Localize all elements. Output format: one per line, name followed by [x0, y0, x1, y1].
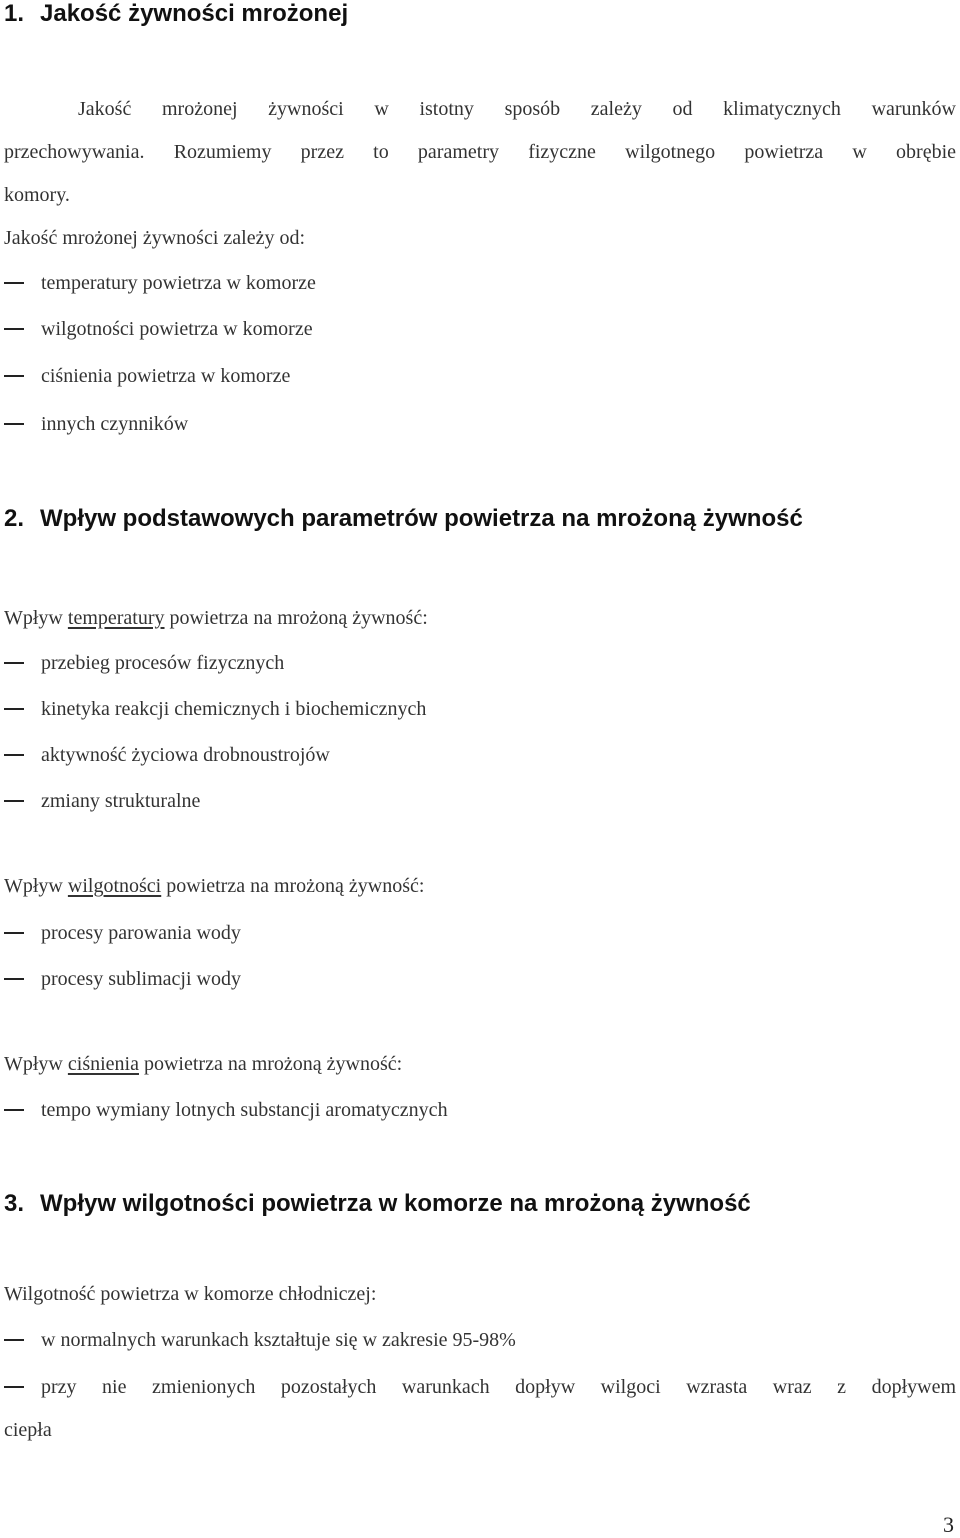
dash-bullet-icon [4, 1339, 24, 1341]
section-1-heading [4, 0, 348, 28]
group-heading-keyword: temperatury [67, 607, 165, 629]
list-item-text: innych czynników [41, 413, 189, 435]
list-item-text: kinetyka reakcji chemicznych i biochemicznych [41, 698, 427, 720]
dash-bullet-icon [4, 978, 24, 980]
list-item-text: aktywność życiowa drobnoustrojów [41, 744, 330, 766]
page-number: 3 [943, 1512, 954, 1537]
dash-bullet-icon [4, 375, 24, 377]
group-heading-humidity [4, 874, 424, 898]
group-heading-pressure [4, 1052, 402, 1076]
section-1-title: Jakość żywności mrożonej [40, 0, 349, 27]
list-item-text: ciśnienia powietrza w komorze [41, 365, 291, 387]
dash-bullet-icon [4, 754, 24, 756]
section-3-intro: Wilgotność powietrza w komorze chłodniczej: [4, 1283, 377, 1305]
section-1-paragraph-line-1: Jakość mrożonej żywności w istotny sposób zależy od klimatycznych warunków [78, 98, 956, 120]
dash-bullet-icon [4, 328, 24, 330]
list-item-text: tempo wymiany lotnych substancji aromatycznych [41, 1099, 448, 1121]
group-heading-suffix: powietrza na mrożoną żywność: [138, 1053, 403, 1075]
list-item-text: w normalnych warunkach kształtuje się w zakresie 95-98% [41, 1329, 516, 1351]
dash-bullet-icon [4, 708, 24, 710]
list-item-text: przy nie zmienionych pozostałych warunkach dopływ wilgoci wzrasta wraz z dopływem [41, 1376, 956, 1398]
section-3-title: Wpływ wilgotności powietrza w komorze na mrożoną żywność [40, 1190, 751, 1217]
group-heading-prefix: Wpływ [4, 875, 68, 897]
section-3-number: 3. [4, 1190, 25, 1217]
dash-bullet-icon [4, 282, 24, 284]
section-1-paragraph-line-2: przechowywania. Rozumiemy przez to parametry fizyczne wilgotnego powietrza w obrębie [4, 141, 956, 163]
group-heading-keyword: ciśnienia [67, 1053, 139, 1075]
list-item-text: procesy sublimacji wody [41, 968, 241, 990]
section-2-number: 2. [4, 505, 25, 532]
list-item-text: temperatury powietrza w komorze [41, 272, 316, 294]
group-heading-prefix: Wpływ [4, 607, 68, 629]
list-item-text: wilgotności powietrza w komorze [41, 318, 313, 340]
section-2-heading [4, 505, 803, 533]
list-item-text: procesy parowania wody [41, 922, 241, 944]
section-1-intro: Jakość mrożonej żywności zależy od: [4, 227, 306, 249]
section-1-paragraph-line-3: komory. [4, 184, 70, 206]
dash-bullet-icon [4, 1386, 24, 1388]
list-item-text: przebieg procesów fizycznych [41, 652, 285, 674]
dash-bullet-icon [4, 800, 24, 802]
group-heading-keyword: wilgotności [67, 875, 162, 897]
group-heading-prefix: Wpływ [4, 1053, 68, 1075]
dash-bullet-icon [4, 932, 24, 934]
list-item-text: zmiany strukturalne [41, 790, 201, 812]
group-heading-suffix: powietrza na mrożoną żywność: [164, 607, 428, 629]
group-heading-suffix: powietrza na mrożoną żywność: [161, 875, 425, 897]
section-3-heading [4, 1190, 751, 1218]
dash-bullet-icon [4, 423, 24, 425]
list-item-continuation: ciepła [4, 1419, 52, 1441]
section-1-number: 1. [4, 0, 25, 27]
dash-bullet-icon [4, 1109, 24, 1111]
section-2-title: Wpływ podstawowych parametrów powietrza na mrożoną żywność [40, 505, 803, 532]
dash-bullet-icon [4, 662, 24, 664]
group-heading-temperature [4, 606, 428, 630]
